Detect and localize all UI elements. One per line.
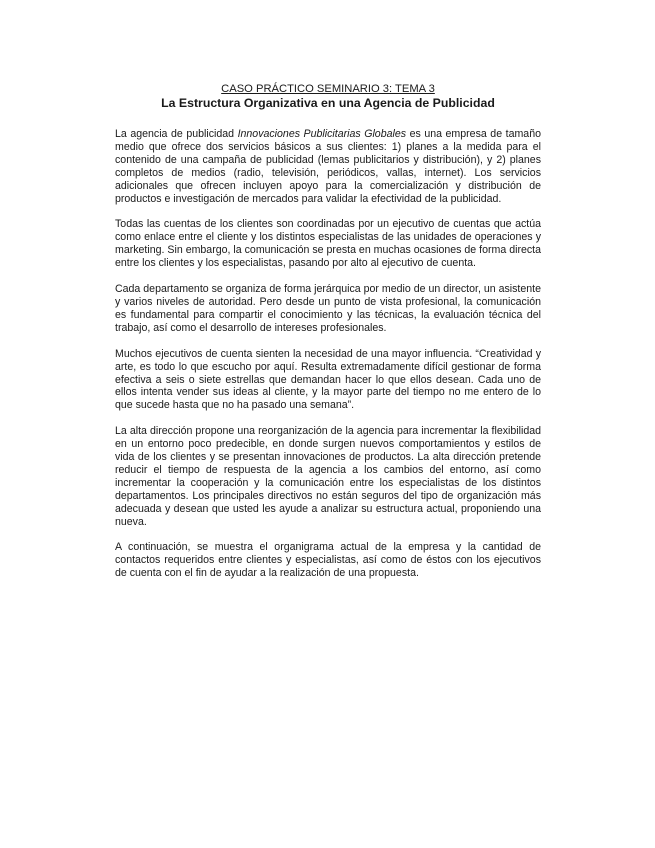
paragraph-intro bbox=[115, 128, 541, 205]
paragraph-intro-lead: La agencia de publicidad bbox=[115, 128, 238, 140]
paragraph-departments: Cada departamento se organiza de forma jerárquica por medio de un director, un asistente y varios niveles de autoridad. Pero desde un punto de vista profesional, la comunicación es fundamental para compartir el conocimiento y las técnicas, la evaluación técnica del trabajo, así como el desarrollo de intereses profesionales. bbox=[115, 283, 541, 334]
paragraph-intro-rest: es una empresa de tamaño medio que ofrece dos servicios básicos a sus clientes: 1) planes a la medida para el contenido de una campaña de publicidad (lemas publicitarios y distribución), y 2) planes completos de medios (radio, televisión, periódicos, vallas, internet). Los servicios adicionales que ofrecen incluyen apoyo para la comercialización y distribución de productos e investigación de mercados para validar la efectividad de la publicidad. bbox=[115, 128, 541, 205]
document-header bbox=[115, 82, 541, 111]
document-title: La Estructura Organizativa en una Agencia de Publicidad bbox=[161, 96, 495, 110]
document-subtitle: CASO PRÁCTICO SEMINARIO 3: TEMA 3 bbox=[221, 83, 435, 95]
document-page bbox=[115, 82, 541, 593]
paragraph-reorganization: La alta dirección propone una reorganización de la agencia para incrementar la flexibilidad en un entorno poco predecible, en donde surgen nuevos comportamientos y estilos de vida de los clientes y se presentan innovaciones de productos. La alta dirección pretende reducir el tiempo de respuesta de la agencia a los cambios del entorno, así como incrementar la cooperación y la comunicación entre los especialistas de los distintos departamentos. Los principales directivos no están seguros del tipo de organización más adecuada y desean que usted les ayude a analizar su estructura actual, proponiendo una nueva. bbox=[115, 425, 541, 528]
agency-name: Innovaciones Publicitarias Globales bbox=[237, 128, 407, 140]
paragraph-executives-quote: Muchos ejecutivos de cuenta sienten la necesidad de una mayor influencia. “Creatividad y arte, es todo lo que escucho por aquí. Resulta extremadamente difícil gestionar de forma efectiva a seis o siete estrellas que demandan hacer lo que ellos desean. Cada uno de ellos intenta vender sus ideas al cliente, y la mayor parte del tiempo no me entero de lo que sucede hasta que no ha pasado una semana”. bbox=[115, 347, 541, 412]
paragraph-accounts: Todas las cuentas de los clientes son coordinadas por un ejecutivo de cuentas que actúa como enlace entre el cliente y los distintos especialistas de las unidades de operaciones y marketing. Sin embargo, la comunicación se presta en muchas ocasiones de forma directa entre los clientes y los especialistas, pasando por alto al ejecutivo de cuenta. bbox=[115, 218, 541, 270]
paragraph-conclusion: A continuación, se muestra el organigrama actual de la empresa y la cantidad de contactos requeridos entre clientes y especialistas, así como de éstos con los ejecutivos de cuenta con el fin de ayudar a la realización de una propuesta. bbox=[115, 541, 541, 580]
